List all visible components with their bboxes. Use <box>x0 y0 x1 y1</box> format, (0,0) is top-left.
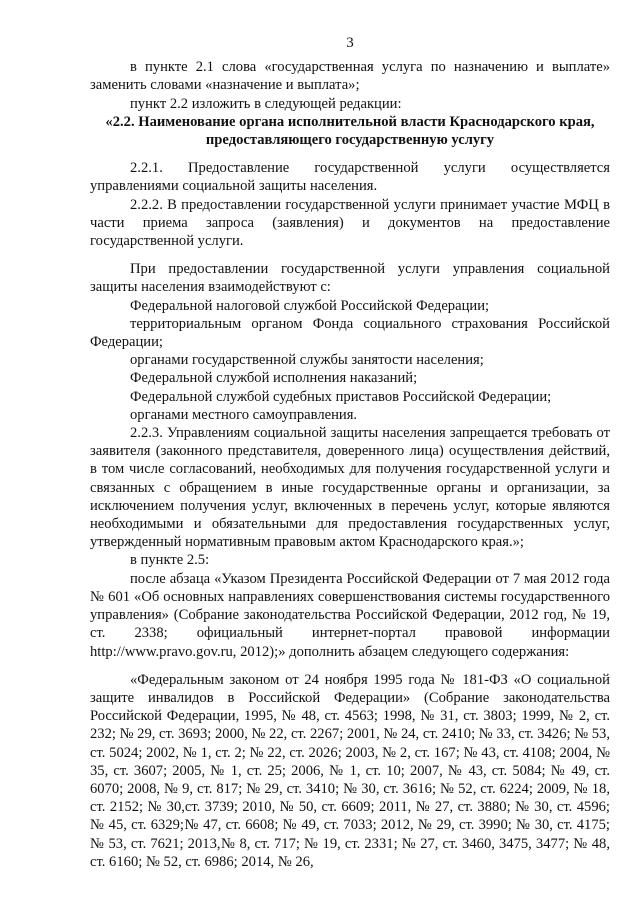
spacer <box>90 149 610 159</box>
paragraph-interaction-intro: При предоставлении государственной услуги управления социальной защиты населения взаимодействуют с: <box>90 261 610 296</box>
paragraph-amend-2-1: в пункте 2.1 слова «государственная услуга по назначению и выплате» заменить словами «назначение и выплата»; <box>90 59 610 94</box>
paragraph-2-2-2: 2.2.2. В предоставлении государственной услуги принимает участие МФЦ в части приема запроса (заявления) и документов на предоставление государственной услуги. <box>90 196 610 250</box>
spacer <box>90 661 610 671</box>
list-item-tax-service: Федеральной налоговой службой Российской Федерации; <box>130 297 490 314</box>
paragraph-2-2-3: 2.2.3. Управлениям социальной защиты населения запрещается требовать от заявителя (законного представителя, доверенного лица) осуществления действий, в том числе согласований, необходимых для получения государственной услуги и связанных с обращением в иные государственные органы и организации, за исключением получения услуг, включенных в перечень услуг, которые являются необходимыми и обязательными для предоставления государственных услуг, утвержденный нормативным правовым актом Краснодарского края.»; <box>90 425 610 551</box>
section-heading: «2.2. Наименование органа исполнительной власти Краснодарского края, предоставляющего государственную услугу <box>105 113 595 149</box>
list-item-penal-service: Федеральной службой исполнения наказаний; <box>130 370 418 387</box>
paragraph-federal-law: «Федеральным законом от 24 ноября 1995 года № 181-ФЗ «О социальной защите инвалидов в Российской Федерации» (Собрание законодательства Российской Федерации, 1995, № 48, ст. 4563; 1998, № 31, ст. 3803; 1999, № 2, ст. 232; № 29, ст. 3693; 2000, № 22, ст. 2267; 2001, № 24, ст. 2410; № 33, ст. 3426; № 53, ст. 5024; 2002, № 1, ст. 2; № 22, ст. 2026; 2003, № 2, ст. 167; № 43, ст. 4108; 2004, № 35, ст. 3607; 2005, № 1, ст. 25; 2006, № 1, ст. 10; 2007, № 43, ст. 5084; № 49, ст. 6070; 2008, № 9, ст. 817; № 29, ст. 3410; № 30, ст. 3616; № 52, ст. 6224; 2009, № 18, ст. 2152; № 30,ст. 3739; 2010, № 50, ст. 6609; 2011, № 27, ст. 3880; № 30, ст. 4596; № 45, ст. 6329;№ 47, ст. 6608; № 49, ст. 7033; 2012, № 29, ст. 3990; № 30, ст. 4175; № 53, ст. 7621; 2013,№ 8, ст. 717; № 19, ст. 2331; № 27, ст. 3460, 3475, 3477; № 48, ст. 6160; № 52, ст. 6986; 2014, № 26, <box>90 671 611 870</box>
document-page <box>90 34 610 871</box>
list-item-bailiffs: Федеральной службой судебных приставов Российской Федерации; <box>130 388 552 405</box>
page-number: 3 <box>346 35 354 51</box>
paragraph-amend-2-2: пункт 2.2 изложить в следующей редакции: <box>130 95 402 112</box>
paragraph-amend-2-5: в пункте 2.5: <box>130 552 210 569</box>
paragraph-2-2-1: 2.2.1. Предоставление государственной услуги осуществляется управлениями социальной защиты населения. <box>90 160 610 195</box>
list-item-social-fund: территориальным органом Фонда социального страхования Российской Федерации; <box>90 315 610 351</box>
list-item-local-government: органами местного самоуправления. <box>130 406 358 423</box>
list-item-employment: органами государственной службы занятости населения; <box>130 352 484 369</box>
spacer <box>90 250 610 260</box>
paragraph-after-decree: после абзаца «Указом Президента Российской Федерации от 7 мая 2012 года № 601 «Об основных направлениях совершенствования системы государственного управления» (Собрание законодательства Российской Федерации, 2012 год, № 19, ст. 2338; официальный интернет-портал правовой информации http://www.pravo.gov.ru, 2012);» дополнить абзацем следующего содержания: <box>90 570 610 660</box>
